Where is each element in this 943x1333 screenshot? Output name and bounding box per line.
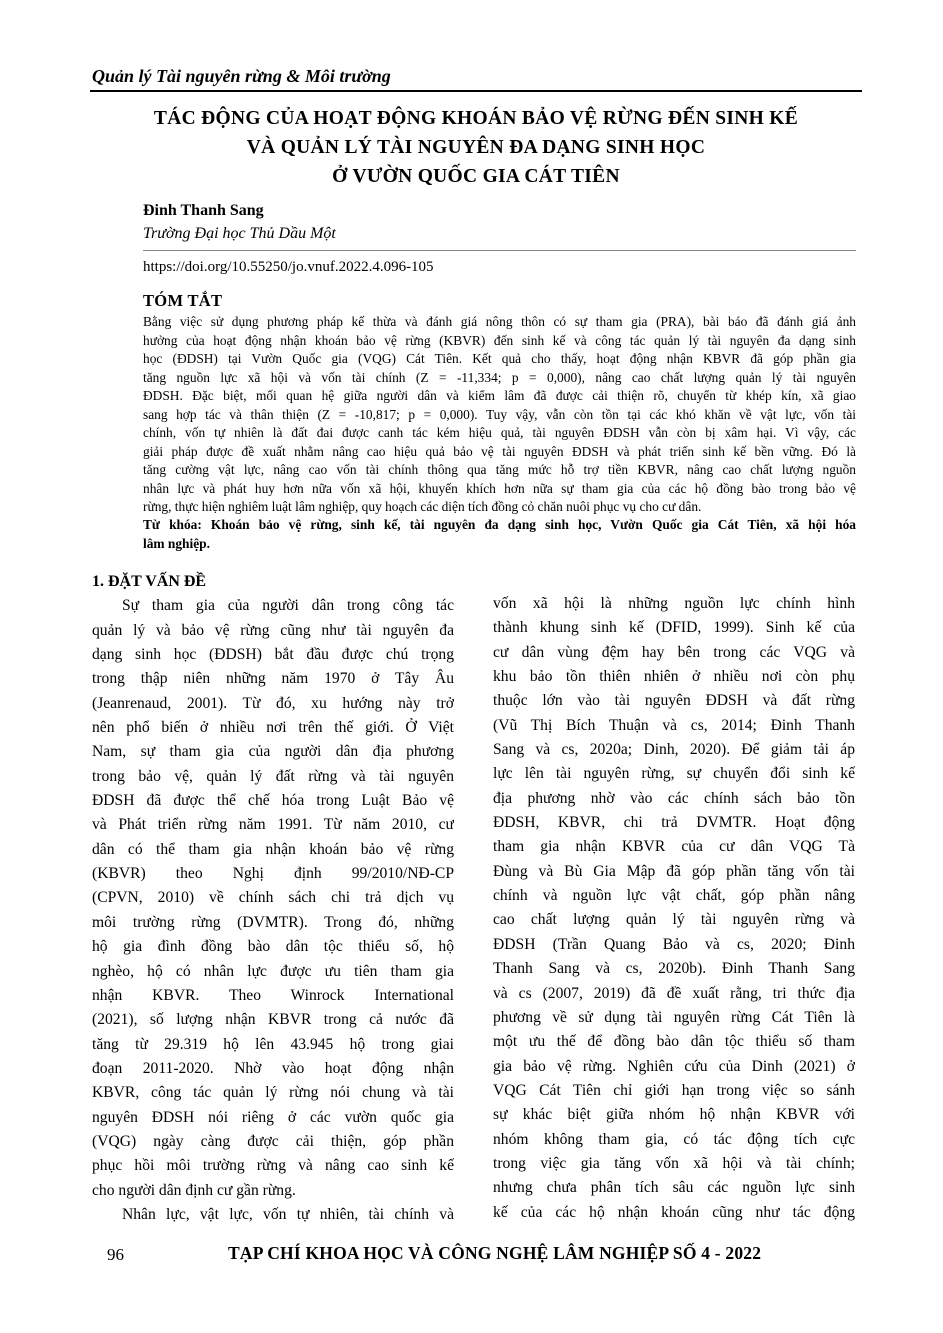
body-line: nhận KBVR. Theo Winrock International xyxy=(92,986,454,1004)
body-line: ĐDSH đã được thể chế hóa trong Luật Bảo vệ xyxy=(92,792,454,810)
body-line: (CPVN, 2010) về chính sách chi trả dịch vụ xyxy=(92,889,454,907)
body-line: (KBVR) theo Nghị định 99/2010/NĐ-CP xyxy=(92,865,454,883)
body-line: một ưu thế để đồng bào dân tộc thiểu số tham xyxy=(493,1033,855,1051)
abstract-heading: TÓM TẮT xyxy=(143,291,223,310)
author-name: Đinh Thanh Sang xyxy=(143,202,264,219)
body-line: cao chất lượng quản lý tài nguyên rừng và xyxy=(493,911,855,929)
body-line: đoạn 2011-2020. Nhờ vào hoạt động nhận xyxy=(92,1059,454,1077)
abstract-line: Bằng việc sử dụng phương pháp kế thừa và đánh giá nông thôn có sự tham gia (PRA), bài báo đã đánh giá ảnh xyxy=(143,314,856,329)
body-line: nguyên ĐDSH nói riêng ở các vườn quốc gia xyxy=(92,1108,454,1126)
right-column xyxy=(493,592,855,1225)
body-line: trong bảo vệ, quản lý đất rừng và tài nguyên xyxy=(92,767,454,785)
abstract-body xyxy=(143,313,856,517)
body-line: địa phương nhờ vào các chính sách bảo tồn xyxy=(493,789,855,807)
body-line: VQG Cát Tiên chỉ giới hạn trong việc so sánh xyxy=(493,1081,855,1099)
doi-link[interactable]: https://doi.org/10.55250/jo.vnuf.2022.4.096-105 xyxy=(143,259,434,275)
body-line: nên phổ biến ở nhiều nơi trên thế giới. Ở Việt xyxy=(92,719,454,737)
body-line: và cs (2007, 2019) đã đề xuất rằng, tri thức địa xyxy=(493,984,855,1002)
body-line: phục hồi môi trường rừng và nâng cao sinh kế xyxy=(92,1157,454,1175)
body-line: nghèo, hộ có nhân lực được ưu tiên tham gia xyxy=(92,962,454,980)
body-line: ĐDSH (Trần Quang Bảo và cs, 2020; Đinh xyxy=(493,935,855,953)
footer-journal-title: TẠP CHÍ KHOA HỌC VÀ CÔNG NGHỆ LÂM NGHIỆP SỐ 4 - 2022 xyxy=(228,1243,762,1263)
abstract-line: học (ĐDSH) tại Vườn Quốc gia (VQG) Cát Tiên. Kết quả cho thấy, hoạt động nhận KBVR đã góp phần gia xyxy=(143,351,856,366)
body-line: KBVR, công tác quản lý rừng nói chung và tài xyxy=(92,1084,454,1102)
keywords-line: lâm nghiệp. xyxy=(143,536,210,551)
body-line: (VQG) ngày càng được cải thiện, góp phần xyxy=(92,1132,454,1150)
body-line: nhưng chưa phân tích sâu các nguồn lực sinh xyxy=(493,1179,855,1197)
body-line: và Phát triển rừng năm 1991. Từ năm 2010, cư xyxy=(92,816,454,834)
abstract-line: giải pháp được đề xuất nhằm nâng cao hiệu quả bảo vệ tài nguyên ĐDSH và phát triển sinh kế bền vững. Đó là xyxy=(143,443,856,459)
body-line: khu bảo tồn thiên nhiên ở nhiều nơi còn phụ xyxy=(493,668,855,686)
section-heading: 1. ĐẶT VẤN ĐỀ xyxy=(92,573,207,590)
body-line: phương về sử dụng tài nguyên rừng Cát Tiên là xyxy=(493,1008,855,1026)
divider xyxy=(143,250,856,251)
body-line: ĐDSH, KBVR, chi trả DVMTR. Hoạt động xyxy=(493,814,855,832)
body-line: kế của các hộ nhận khoán cũng như tác động xyxy=(493,1203,855,1221)
abstract-line: rừng, thực hiện nghiêm luật lâm nghiệp, quy hoạch các diện tích đồng cỏ chăn nuôi phục vụ cho cư dân. xyxy=(143,499,702,514)
body-line: Đùng và Bù Gia Mập đã góp phần tăng vốn tài xyxy=(493,862,855,880)
title-line: TÁC ĐỘNG CỦA HOẠT ĐỘNG KHOÁN BẢO VỆ RỪNG ĐẾN SINH KẾ xyxy=(153,108,799,129)
body-line: môi trường rừng (DVMTR). Trong đó, những xyxy=(92,913,454,931)
abstract-line: tăng nguồn lực xã hội và vốn tài chính (Z = -11,334; p = 0,000), nâng cao chất lượng quản lý tài nguyên xyxy=(143,369,856,385)
body-line: tham gia nhận KBVR của cư dân VQG Tà xyxy=(493,838,855,856)
body-line: gia bảo vệ rừng. Nghiên cứu của Dinh (2021) ở xyxy=(493,1057,855,1075)
body-line: trong việc gia tăng vốn xã hội và tài chính; xyxy=(493,1154,855,1172)
body-line: Thanh Sang và cs, 2020b). Đinh Thanh Sang xyxy=(493,960,855,978)
body-line: sự khác biệt giữa nhóm hộ nhận KBVR với xyxy=(493,1106,855,1124)
body-line: (2021), số lượng nhận KBVR trong cả nước đã xyxy=(92,1011,454,1029)
abstract-line: chính, vốn tự nhiên là đất đai được canh tác kém hiệu quả, tài nguyên ĐDSH vẫn còn bị xâm hại. Vì vậy, các xyxy=(143,425,856,440)
title-line: Ở VƯỜN QUỐC GIA CÁT TIÊN xyxy=(332,166,620,187)
author-affiliation: Trường Đại học Thủ Dầu Một xyxy=(143,225,336,242)
abstract-line: sang hợp tác và thân thiện (Z = -10,817; p = 0,000). Tuy vậy, vẫn còn tồn tại các khó khăn về vật lực, vốn tài xyxy=(143,406,856,422)
keywords-line: Từ khóa: Khoán bảo vệ rừng, sinh kế, tài nguyên đa dạng sinh học, Vườn Quốc gia Cát Tiên, xã hội hóa xyxy=(143,517,856,532)
abstract-line: hưởng của hoạt động nhận khoán bảo vệ rừng (KBVR) đến sinh kế và công tác quản lý tài nguyên đa dạng sinh xyxy=(143,332,856,348)
left-column xyxy=(92,570,454,1227)
body-line: Nam, sự tham gia của người dân địa phương xyxy=(92,743,454,761)
body-line: Sự tham gia của người dân trong công tác xyxy=(122,597,454,615)
header-rule xyxy=(90,90,862,92)
body-line: hộ gia đình đồng bào dân tộc thiểu số, hộ xyxy=(92,938,454,956)
body-line: dạng sinh học (ĐDSH) bắt đầu được chú trọng xyxy=(92,646,454,664)
abstract-line: nhân lực và phát huy hơn nữa vốn xã hội, khuyến khích hơn nữa sự tham gia của các hộ đồng bào trong bảo vệ xyxy=(143,480,856,496)
article-title xyxy=(90,104,862,191)
body-line: cư dân vùng đệm hay bên trong các VQG và xyxy=(493,643,855,661)
body-line: Sang và cs, 2020a; Dinh, 2020). Để giảm tải áp xyxy=(493,741,855,759)
body-line: (Vũ Thị Bích Thuận và cs, 2014; Đinh Thanh xyxy=(493,716,855,734)
title-line: VÀ QUẢN LÝ TÀI NGUYÊN ĐA DẠNG SINH HỌC xyxy=(246,137,706,158)
abstract-line: ĐDSH. Đặc biệt, mối quan hệ giữa người dân và kiểm lâm đã được cải thiện rõ, chuyển từ khép kín, xã giao xyxy=(143,388,856,403)
body-line: lực lên tài nguyên rừng, sự chuyển đổi sinh kế xyxy=(493,765,855,783)
body-line: dân có thể tham gia nhận khoán bảo vệ rừng xyxy=(92,840,454,858)
body-line: vốn xã hội là những nguồn lực chính hình xyxy=(493,595,855,612)
journal-section-header: Quản lý Tài nguyên rừng & Môi trường xyxy=(92,66,391,86)
body-line: nhóm không tham gia, có tác động tích cực xyxy=(493,1130,855,1148)
body-line: cho người dân định cư gần rừng. xyxy=(92,1181,296,1199)
keywords xyxy=(143,515,856,553)
body-line: quản lý và bảo vệ rừng cũng như tài nguyên đa xyxy=(92,621,454,639)
body-line: chính và nguồn lực vật chất, góp phần nâng xyxy=(493,887,855,905)
body-line: thuộc lớn vào tài nguyên ĐDSH và đất rừng xyxy=(493,692,855,710)
abstract-line: tăng cường vật lực, nâng cao vốn tài chính thông qua tăng mức hỗ trợ tiền KBVR, nâng cao chất lượng nguồn xyxy=(143,462,856,477)
body-line: trong thập niên những năm 1970 ở Tây Âu xyxy=(92,670,454,688)
body-line: thành khung sinh kế (DFID, 1999). Sinh kế của xyxy=(493,619,855,637)
body-line: Nhân lực, vật lực, vốn tự nhiên, tài chính và xyxy=(122,1205,454,1223)
body-line: tăng từ 29.319 hộ lên 43.945 hộ trong giai xyxy=(92,1035,454,1053)
page-number: 96 xyxy=(107,1245,124,1264)
body-line: (Jeanrenaud, 2001). Từ đó, xu hướng này trở xyxy=(92,694,454,712)
